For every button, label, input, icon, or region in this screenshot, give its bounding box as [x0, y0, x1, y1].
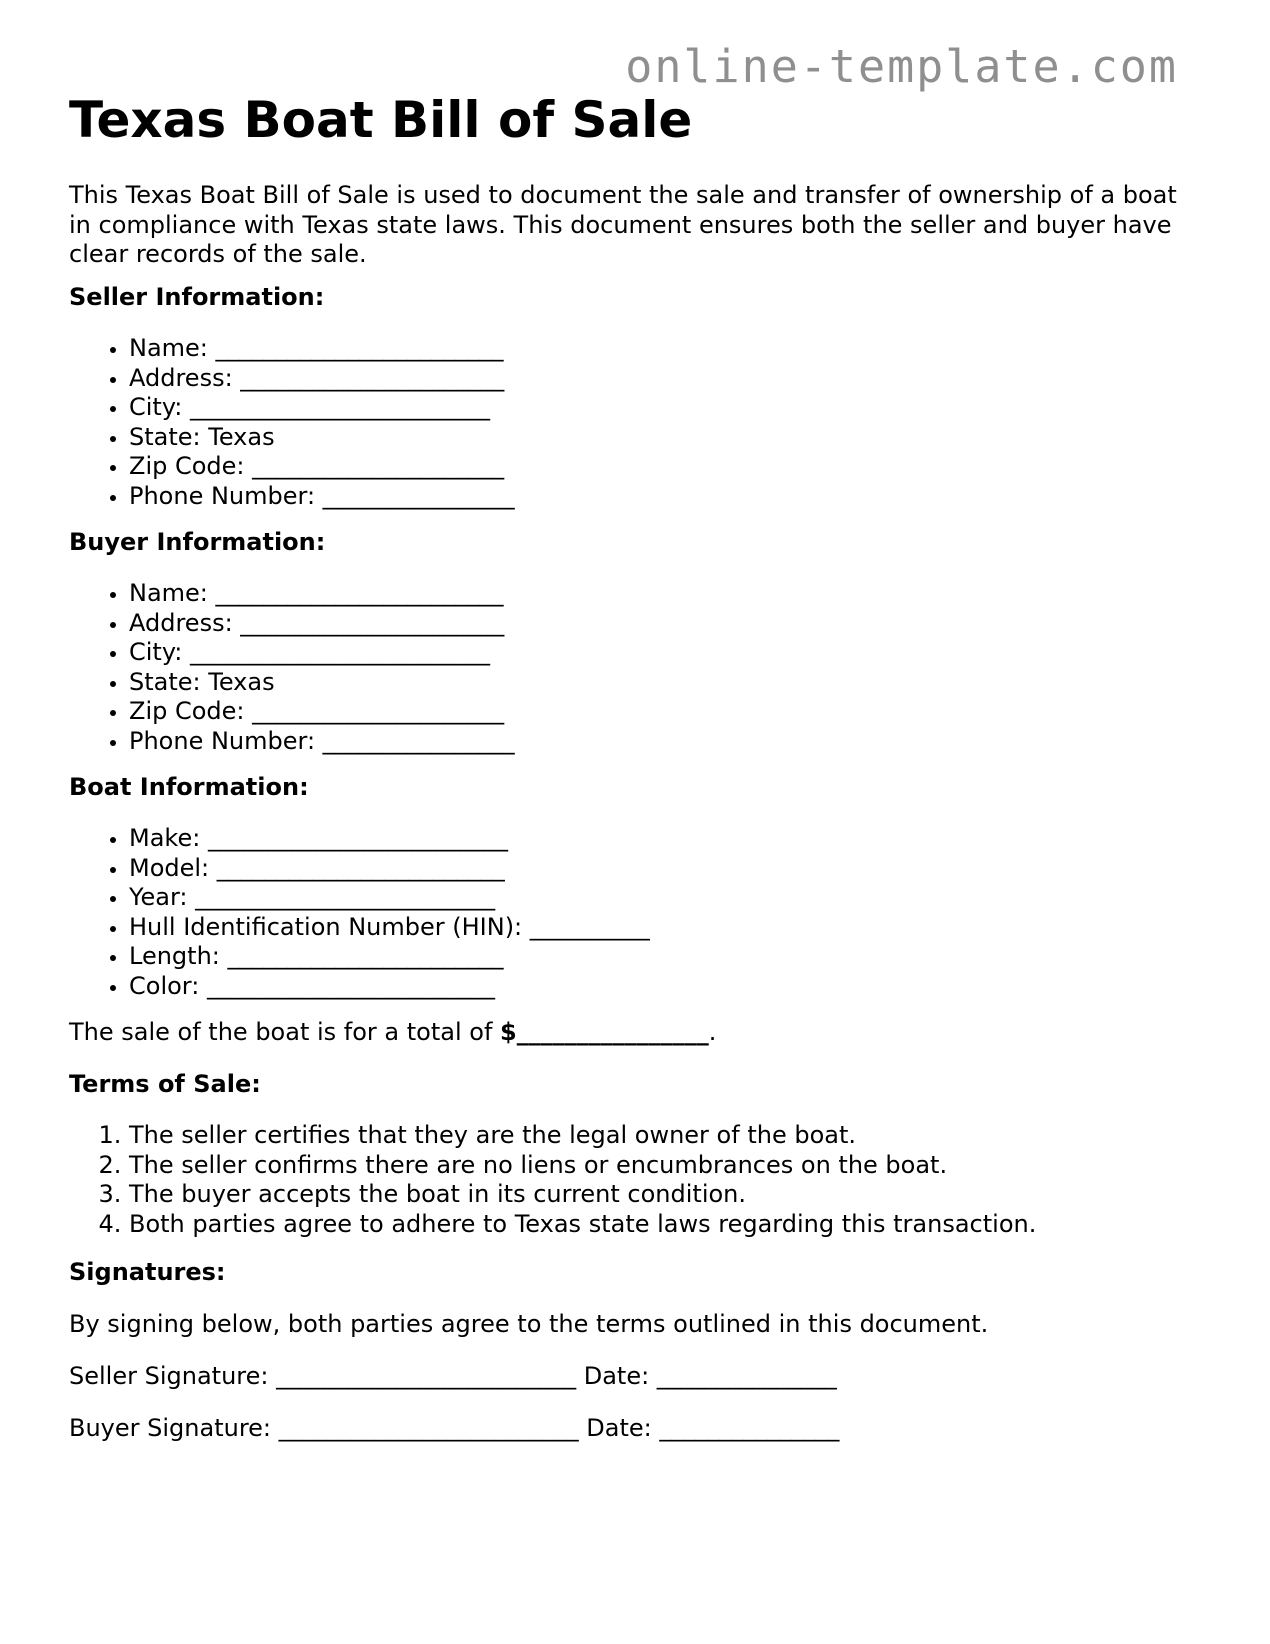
- list-item: 2. The seller confirms there are no liens or encumbrances on the boat.: [129, 1151, 1199, 1181]
- terms-section: [69, 1069, 1199, 1239]
- intro-paragraph: This Texas Boat Bill of Sale is used to document the sale and transfer of ownership of a boat in compliance with Texas state laws. This document ensures both the seller and buyer have clear records of the sale.: [69, 181, 1177, 268]
- signatures-statement: By signing below, both parties agree to the terms outlined in this document.: [69, 1310, 989, 1338]
- list-item: • City: _________________________: [129, 638, 1199, 668]
- seller-heading: Seller Information:: [69, 283, 325, 311]
- list-item: 1. The seller certifies that they are the legal owner of the boat.: [129, 1121, 1199, 1151]
- list-item: • Zip Code: _____________________: [129, 697, 1199, 727]
- price-text: The sale of the boat is for a total of: [69, 1018, 501, 1046]
- document-title: Texas Boat Bill of Sale: [69, 91, 693, 149]
- buyer-section: [69, 527, 1199, 756]
- price-amount: $________________: [500, 1018, 709, 1046]
- list-item: • Color: ________________________: [129, 972, 1199, 1002]
- boat-list: [69, 824, 1199, 1001]
- list-item: • Make: _________________________: [129, 824, 1199, 854]
- document-page: [69, 86, 1199, 1442]
- list-item: 3. The buyer accepts the boat in its current condition.: [129, 1180, 1199, 1210]
- list-item: 4. Both parties agree to adhere to Texas state laws regarding this transaction.: [129, 1210, 1199, 1240]
- boat-heading: Boat Information:: [69, 773, 309, 801]
- list-item: • State: Texas: [129, 668, 1199, 698]
- list-item: • Length: _______________________: [129, 942, 1199, 972]
- list-item: • City: _________________________: [129, 393, 1199, 423]
- buyer-heading: Buyer Information:: [69, 528, 326, 556]
- list-item: • Phone Number: ________________: [129, 727, 1199, 757]
- list-item: • Hull Identification Number (HIN): __________: [129, 913, 1199, 943]
- buyer-signature-line: Buyer Signature: _________________________ Date: _______________: [69, 1414, 840, 1442]
- list-item: • Name: ________________________: [129, 579, 1199, 609]
- list-item: • Address: ______________________: [129, 364, 1199, 394]
- signatures-section: [69, 1257, 1199, 1443]
- list-item: • Zip Code: _____________________: [129, 452, 1199, 482]
- price-statement: [69, 1017, 1199, 1047]
- seller-section: [69, 282, 1199, 511]
- seller-signature-line: Seller Signature: _________________________ Date: _______________: [69, 1362, 837, 1390]
- buyer-list: [69, 579, 1199, 756]
- terms-heading: Terms of Sale:: [69, 1070, 261, 1098]
- list-item: • Phone Number: ________________: [129, 482, 1199, 512]
- seller-list: [69, 334, 1199, 511]
- signatures-heading: Signatures:: [69, 1258, 226, 1286]
- boat-section: [69, 772, 1199, 1001]
- list-item: • Year: _________________________: [129, 883, 1199, 913]
- watermark: online-template.com: [625, 40, 1178, 93]
- terms-list: [69, 1121, 1199, 1239]
- list-item: • Address: ______________________: [129, 609, 1199, 639]
- list-item: • Name: ________________________: [129, 334, 1199, 364]
- list-item: • State: Texas: [129, 423, 1199, 453]
- list-item: • Model: ________________________: [129, 854, 1199, 884]
- price-section: [69, 1017, 1199, 1047]
- price-end: .: [708, 1018, 717, 1046]
